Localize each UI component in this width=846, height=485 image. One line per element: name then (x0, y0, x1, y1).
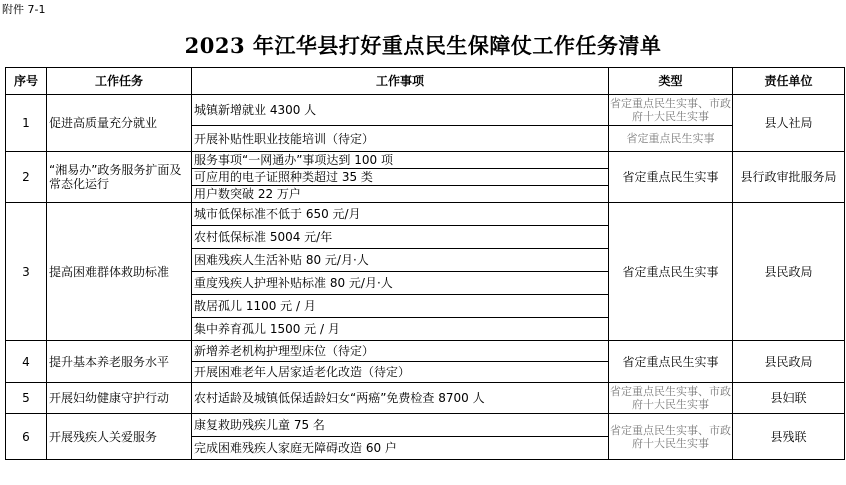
responsible-unit: 县人社局 (733, 95, 845, 152)
task-name: 促进高质量充分就业 (47, 95, 192, 152)
attachment-label: 附件 7-1 (2, 3, 46, 16)
table-header-row (6, 68, 845, 95)
responsible-unit: 县妇联 (733, 383, 845, 414)
task-type: 省定重点民生实事、市政府十大民生实事 (609, 383, 733, 414)
task-item: 康复救助残疾儿童 75 名 (192, 414, 609, 437)
task-type: 省定重点民生实事 (609, 341, 733, 383)
row-number: 6 (6, 414, 47, 460)
table-row (6, 341, 845, 362)
row-number: 1 (6, 95, 47, 152)
task-type: 省定重点民生实事 (609, 203, 733, 341)
task-name: 开展残疾人关爱服务 (47, 414, 192, 460)
responsible-unit: 县民政局 (733, 203, 845, 341)
header-task: 工作任务 (47, 68, 192, 95)
header-num: 序号 (6, 68, 47, 95)
table-row (6, 414, 845, 437)
row-number: 2 (6, 152, 47, 203)
task-type: 省定重点民生实事、市政府十大民生实事 (609, 95, 733, 126)
document-title: 2023 年江华县打好重点民生保障仗工作任务清单 (184, 33, 662, 58)
task-item: 用户数突破 22 万户 (192, 186, 609, 203)
task-item: 城市低保标准不低于 650 元/月 (192, 203, 609, 226)
task-name: “湘易办”政务服务扩面及常态化运行 (47, 152, 192, 203)
task-item: 开展补贴性职业技能培训（待定） (192, 126, 609, 152)
task-name: 提高困难群体救助标准 (47, 203, 192, 341)
task-item: 农村低保标准 5004 元/年 (192, 226, 609, 249)
task-item: 新增养老机构护理型床位（待定） (192, 341, 609, 362)
header-unit: 责任单位 (733, 68, 845, 95)
task-item: 开展困难老年人居家适老化改造（待定） (192, 362, 609, 383)
task-type: 省定重点民生实事、市政府十大民生实事 (609, 414, 733, 460)
table-row (6, 383, 845, 414)
responsible-unit: 县残联 (733, 414, 845, 460)
table-row (6, 203, 845, 226)
task-item: 困难残疾人生活补贴 80 元/月·人 (192, 249, 609, 272)
task-item: 农村适龄及城镇低保适龄妇女“两癌”免费检查 8700 人 (192, 383, 609, 414)
table-row (6, 95, 845, 126)
task-item: 服务事项“一网通办”事项达到 100 项 (192, 152, 609, 169)
responsible-unit: 县民政局 (733, 341, 845, 383)
task-item: 可应用的电子证照种类超过 35 类 (192, 169, 609, 186)
row-number: 3 (6, 203, 47, 341)
header-type: 类型 (609, 68, 733, 95)
task-name: 开展妇幼健康守护行动 (47, 383, 192, 414)
task-item: 集中养育孤儿 1500 元 / 月 (192, 318, 609, 341)
task-item: 重度残疾人护理补贴标准 80 元/月·人 (192, 272, 609, 295)
task-type: 省定重点民生实事 (609, 152, 733, 203)
task-name: 提升基本养老服务水平 (47, 341, 192, 383)
responsible-unit: 县行政审批服务局 (733, 152, 845, 203)
row-number: 4 (6, 341, 47, 383)
task-item: 城镇新增就业 4300 人 (192, 95, 609, 126)
task-table (5, 67, 845, 460)
task-item: 散居孤儿 1100 元 / 月 (192, 295, 609, 318)
table-row (6, 152, 845, 169)
row-number: 5 (6, 383, 47, 414)
task-type: 省定重点民生实事 (609, 126, 733, 152)
task-item: 完成困难残疾人家庭无障碍改造 60 户 (192, 437, 609, 460)
header-item: 工作事项 (192, 68, 609, 95)
